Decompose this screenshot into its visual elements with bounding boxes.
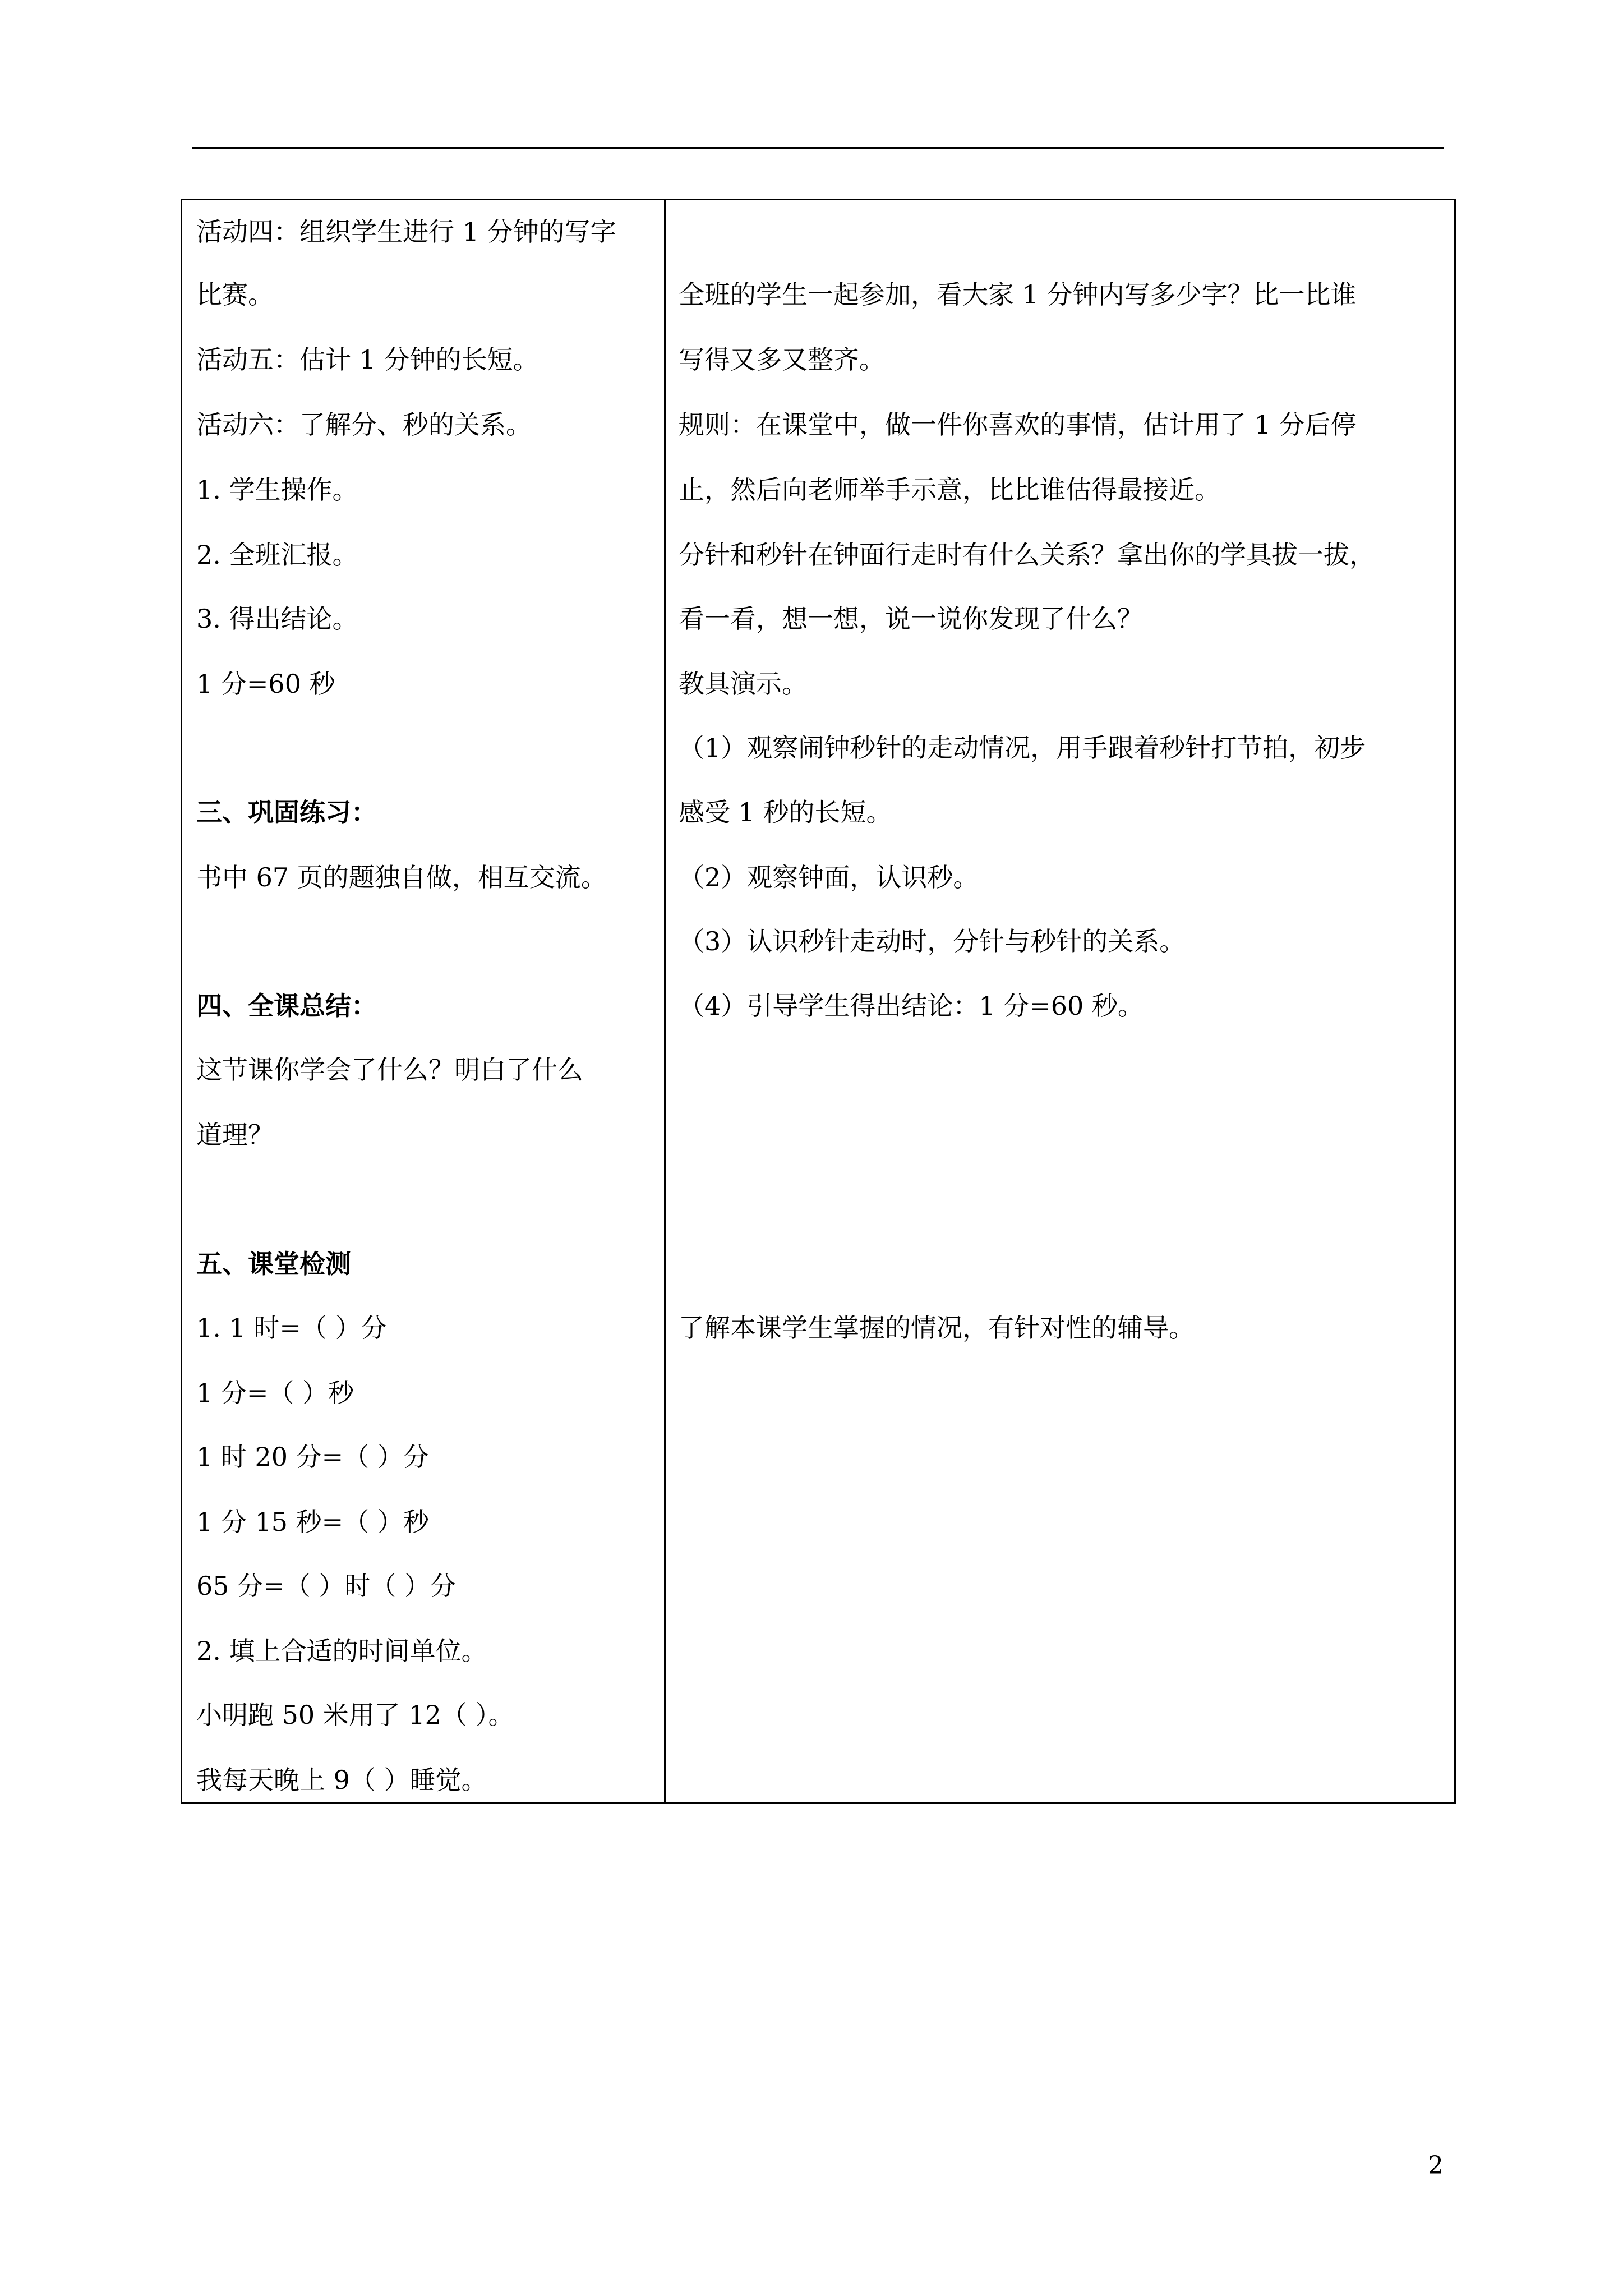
left-line: 1 分 15 秒=（ ）秒 [196, 1507, 429, 1537]
left-line: 1 分=60 秒 [196, 669, 335, 699]
left-line: 1 分=（ ）秒 [196, 1378, 354, 1408]
table-column-divider [664, 199, 666, 1804]
right-line: 止，然后向老师举手示意，比比谁估得最接近。 [679, 475, 1220, 505]
left-line: 2. 全班汇报。 [196, 540, 358, 570]
left-line: 这节课你学会了什么？明白了什么 [196, 1055, 583, 1085]
right-line: 教具演示。 [679, 669, 808, 699]
left-line: 活动五：估计 1 分钟的长短。 [196, 344, 539, 375]
left-line: 活动六：了解分、秒的关系。 [196, 409, 532, 440]
right-line: 了解本课学生掌握的情况，有针对性的辅导。 [679, 1313, 1195, 1343]
left-line: 小明跑 50 米用了 12（ ）。 [196, 1700, 514, 1730]
right-line: 分针和秒针在钟面行走时有什么关系？拿出你的学具拔一拔， [679, 540, 1375, 570]
page-number: 2 [1428, 2151, 1444, 2180]
left-line: 活动四：组织学生进行 1 分钟的写字 [196, 217, 616, 247]
right-line: （2）观察钟面，认识秒。 [679, 862, 979, 892]
left-line: 比赛。 [196, 279, 274, 310]
left-line: 1. 1 时=（ ）分 [196, 1313, 387, 1343]
left-line: 65 分=（ ）时（ ）分 [196, 1571, 456, 1601]
right-line: 规则：在课堂中，做一件你喜欢的事情，估计用了 1 分后停 [679, 409, 1357, 440]
left-line: 1. 学生操作。 [196, 475, 358, 505]
left-line: 我每天晚上 9（ ）睡觉。 [196, 1765, 487, 1795]
left-line: 1 时 20 分=（ ）分 [196, 1442, 429, 1472]
right-line: 感受 1 秒的长短。 [679, 797, 892, 827]
left-line: 2. 填上合适的时间单位。 [196, 1636, 487, 1666]
section-heading-classroom-test: 五、课堂检测 [196, 1249, 351, 1279]
right-line: 看一看，想一想，说一说你发现了什么？ [679, 604, 1143, 634]
left-line: 书中 67 页的题独自做，相互交流。 [196, 862, 607, 892]
section-heading-summary: 四、全课总结： [196, 991, 377, 1021]
right-line: 全班的学生一起参加，看大家 1 分钟内写多少字？比一比谁 [679, 279, 1357, 310]
right-line: 写得又多又整齐。 [679, 344, 885, 375]
left-line: 3. 得出结论。 [196, 604, 358, 634]
right-line: （1）观察闹钟秒针的走动情况，用手跟着秒针打节拍，初步 [679, 733, 1366, 763]
header-rule [192, 147, 1444, 149]
left-line: 道理？ [196, 1120, 274, 1150]
section-heading-practice: 三、巩固练习： [196, 797, 377, 827]
right-line: （3）认识秒针走动时，分针与秒针的关系。 [679, 926, 1186, 956]
right-line: （4）引导学生得出结论：1 分=60 秒。 [679, 991, 1144, 1021]
